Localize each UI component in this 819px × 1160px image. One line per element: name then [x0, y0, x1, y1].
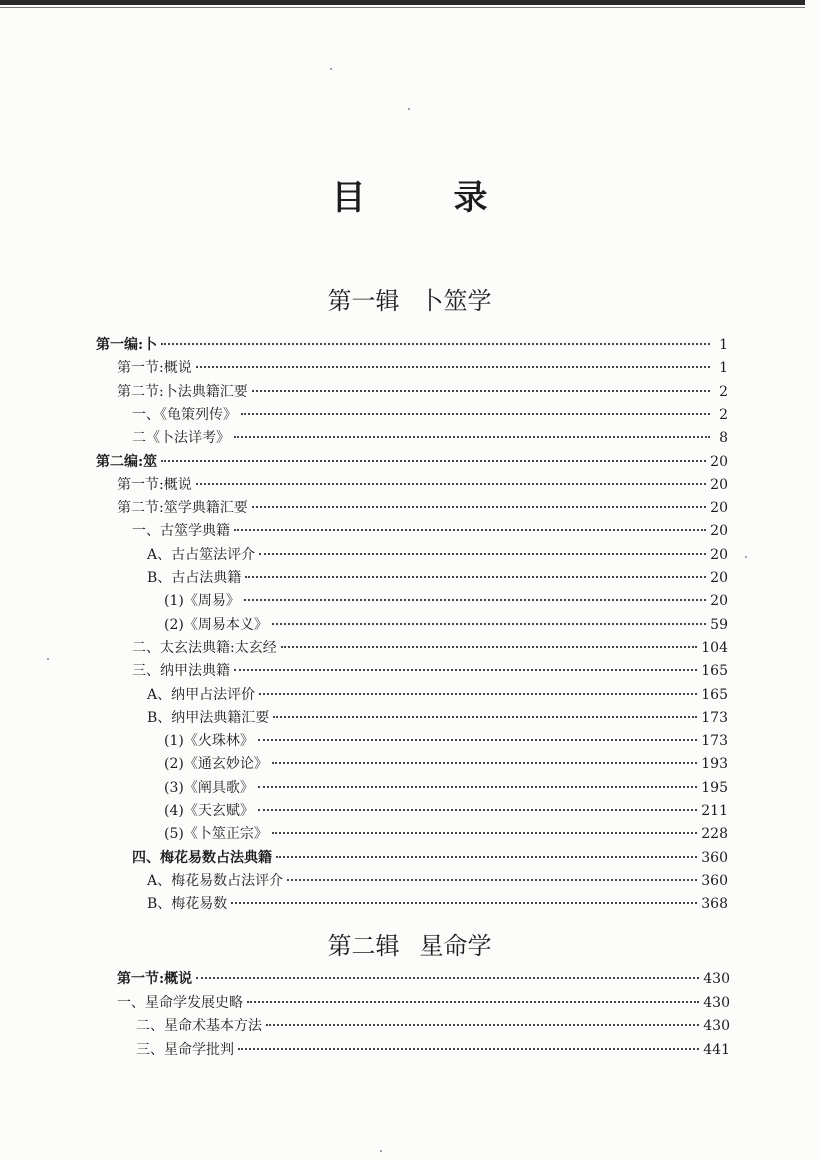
scan-speck	[408, 108, 410, 110]
toc-leader-dots	[272, 761, 697, 764]
scan-speck	[380, 1150, 382, 1152]
toc-entry-page: 2	[719, 383, 728, 400]
toc-entry-page: 173	[701, 709, 728, 726]
toc-leader-dots	[266, 1023, 699, 1026]
toc-leader-dots	[196, 365, 710, 368]
toc-entry-label: 二、太玄法典籍:太玄经	[132, 639, 277, 656]
toc-entry[interactable]	[96, 451, 728, 474]
toc-entry[interactable]	[117, 474, 728, 497]
toc-entry-label: (1)《火珠林》	[164, 733, 254, 750]
toc-entry-page: 228	[701, 826, 728, 843]
scan-speck	[330, 68, 332, 70]
toc-leader-dots	[258, 785, 697, 788]
part-number: 第一辑	[327, 287, 400, 315]
top-border-rule	[0, 0, 805, 5]
toc-entry[interactable]	[164, 730, 728, 753]
toc-entry-page: 1	[719, 337, 728, 353]
toc-entry[interactable]	[147, 707, 728, 730]
toc-leader-dots	[252, 505, 706, 508]
part-title	[0, 285, 819, 317]
toc-entry-label: (2)《周易本义》	[164, 616, 268, 633]
toc-leader-dots	[258, 738, 697, 741]
toc-entry-label: 第二节:筮学典籍汇要	[117, 500, 248, 517]
toc-entry-page: 20	[710, 500, 728, 517]
toc-leader-dots	[259, 552, 706, 555]
toc-entry[interactable]	[132, 404, 728, 427]
toc-entry-page: 20	[710, 546, 728, 563]
toc-leader-dots	[234, 435, 710, 438]
toc-leader-dots	[161, 342, 710, 345]
toc-leader-dots	[238, 1047, 699, 1050]
scan-speck	[745, 556, 747, 558]
toc-entry[interactable]	[147, 567, 728, 590]
toc-entry[interactable]	[164, 800, 728, 823]
toc-entry-label: B、纳甲法典籍汇要	[147, 709, 270, 726]
toc-entry[interactable]	[164, 590, 728, 613]
toc-leader-dots	[272, 622, 706, 625]
toc-entry-label: B、梅花易数	[147, 896, 228, 913]
toc-entry[interactable]	[117, 992, 730, 1015]
toc-entry-label: 第一节:概说	[117, 971, 193, 987]
part-name: 卜筮学	[419, 287, 492, 315]
toc-entry-page: 2	[719, 406, 728, 423]
toc-entry[interactable]	[164, 753, 728, 776]
toc-entry-label: 第二编:筮	[96, 453, 158, 470]
toc-entry[interactable]	[132, 427, 728, 450]
toc-entry-label: 第一编:卜	[96, 337, 158, 353]
toc-entry[interactable]	[136, 1015, 730, 1038]
toc-entry[interactable]	[147, 544, 728, 567]
toc-leader-dots	[252, 389, 710, 392]
toc-entry-label: 一、《龟策列传》	[132, 406, 237, 423]
toc-entry[interactable]	[132, 637, 728, 660]
toc-entry[interactable]	[147, 684, 728, 707]
toc-entry-page: 104	[701, 639, 728, 656]
toc-entry-page: 430	[703, 1018, 730, 1034]
toc-entry-page: 368	[701, 896, 728, 913]
toc-entry[interactable]	[136, 1039, 730, 1062]
toc-entry-page: 430	[703, 994, 730, 1011]
toc-entry-label: A、纳甲占法评价	[147, 686, 256, 703]
toc-leader-dots	[234, 668, 697, 671]
toc-entry-label: (4)《天玄赋》	[164, 803, 254, 819]
page-title-char-2: 录	[453, 178, 488, 218]
toc-leader-dots	[244, 598, 706, 601]
part-name: 星命学	[419, 932, 492, 960]
toc-leader-dots	[258, 808, 697, 811]
toc-entry[interactable]	[117, 381, 728, 404]
toc-entry-page: 360	[701, 849, 728, 866]
toc-entry-label: 二《卜法详考》	[132, 430, 230, 447]
toc-entry-label: 三、星命学批判	[136, 1041, 234, 1058]
toc-entry-label: (2)《通玄妙论》	[164, 756, 268, 773]
toc-entry[interactable]	[147, 870, 728, 893]
toc-entry-label: 一、星命学发展史略	[117, 994, 243, 1011]
toc-entry[interactable]	[147, 893, 728, 916]
toc-entry-page: 441	[703, 1041, 730, 1058]
toc-leader-dots	[245, 575, 706, 578]
toc-entry-page: 173	[701, 733, 728, 750]
toc-entry-page: 59	[710, 616, 728, 633]
part-title	[0, 930, 819, 962]
toc-entry-label: A、梅花易数占法评介	[147, 872, 284, 889]
toc-entry-page: 20	[710, 523, 728, 540]
toc-leader-dots	[196, 482, 706, 485]
toc-entry-page: 165	[701, 686, 728, 703]
toc-entry[interactable]	[117, 357, 728, 380]
toc-entry[interactable]	[164, 777, 728, 800]
toc-leader-dots	[234, 528, 706, 531]
toc-entry-page: 195	[701, 779, 728, 796]
toc-leader-dots	[161, 459, 706, 462]
toc-entry[interactable]	[117, 968, 730, 991]
toc-leader-dots	[241, 412, 710, 415]
toc-entry-label: 第二节:卜法典籍汇要	[117, 383, 248, 400]
toc-leader-dots	[273, 715, 697, 718]
toc-entry-page: 20	[710, 593, 728, 610]
toc-entry-page: 165	[701, 663, 728, 680]
toc-entry-label: A、古占筮法评介	[147, 546, 256, 563]
page-title	[0, 168, 819, 228]
toc-entry-page: 193	[701, 756, 728, 773]
toc-entry-page: 20	[710, 476, 728, 493]
toc-leader-dots	[259, 692, 697, 695]
toc-entry[interactable]	[117, 497, 728, 520]
toc-entry-label: 四、梅花易数占法典籍	[132, 849, 272, 866]
toc-entry-label: 二、星命术基本方法	[136, 1018, 262, 1034]
toc-entry-page: 211	[701, 803, 728, 819]
toc-entry-label: B、古占法典籍	[147, 570, 242, 586]
toc-leader-dots	[231, 901, 697, 904]
toc-entry[interactable]	[132, 660, 728, 683]
toc-entry-label: 一、古筮学典籍	[132, 523, 230, 540]
toc-leader-dots	[276, 855, 697, 858]
toc-entry-label: (3)《阐具歌》	[164, 779, 254, 796]
scan-speck	[47, 658, 49, 660]
top-border-rule-thin	[0, 7, 805, 8]
toc-entry[interactable]	[164, 823, 728, 846]
toc-entry-label: 第一节:概说	[117, 360, 192, 377]
page-title-char-1: 目	[331, 178, 366, 218]
toc-entry-page: 360	[701, 872, 728, 889]
toc-entry-label: 三、纳甲法典籍	[132, 663, 230, 680]
toc-entry-page: 20	[710, 570, 728, 586]
toc-entry[interactable]	[96, 334, 728, 357]
toc-entry-label: (5)《卜筮正宗》	[164, 826, 268, 843]
part-number: 第二辑	[327, 932, 400, 960]
toc-entry-page: 8	[719, 430, 728, 447]
toc-entry-page: 430	[703, 971, 730, 987]
toc-leader-dots	[281, 645, 698, 648]
toc-leader-dots	[272, 831, 697, 834]
toc-entry-page: 1	[719, 360, 728, 377]
toc-entry[interactable]	[132, 520, 728, 543]
toc-leader-dots	[196, 976, 699, 979]
toc-entry-page: 20	[710, 453, 728, 470]
toc-entry[interactable]	[132, 847, 728, 870]
toc-leader-dots	[287, 878, 697, 881]
toc-entry[interactable]	[164, 614, 728, 637]
toc-leader-dots	[247, 1000, 699, 1003]
toc-entry-label: 第一节:概说	[117, 476, 192, 493]
toc-entry-label: (1)《周易》	[164, 593, 240, 610]
